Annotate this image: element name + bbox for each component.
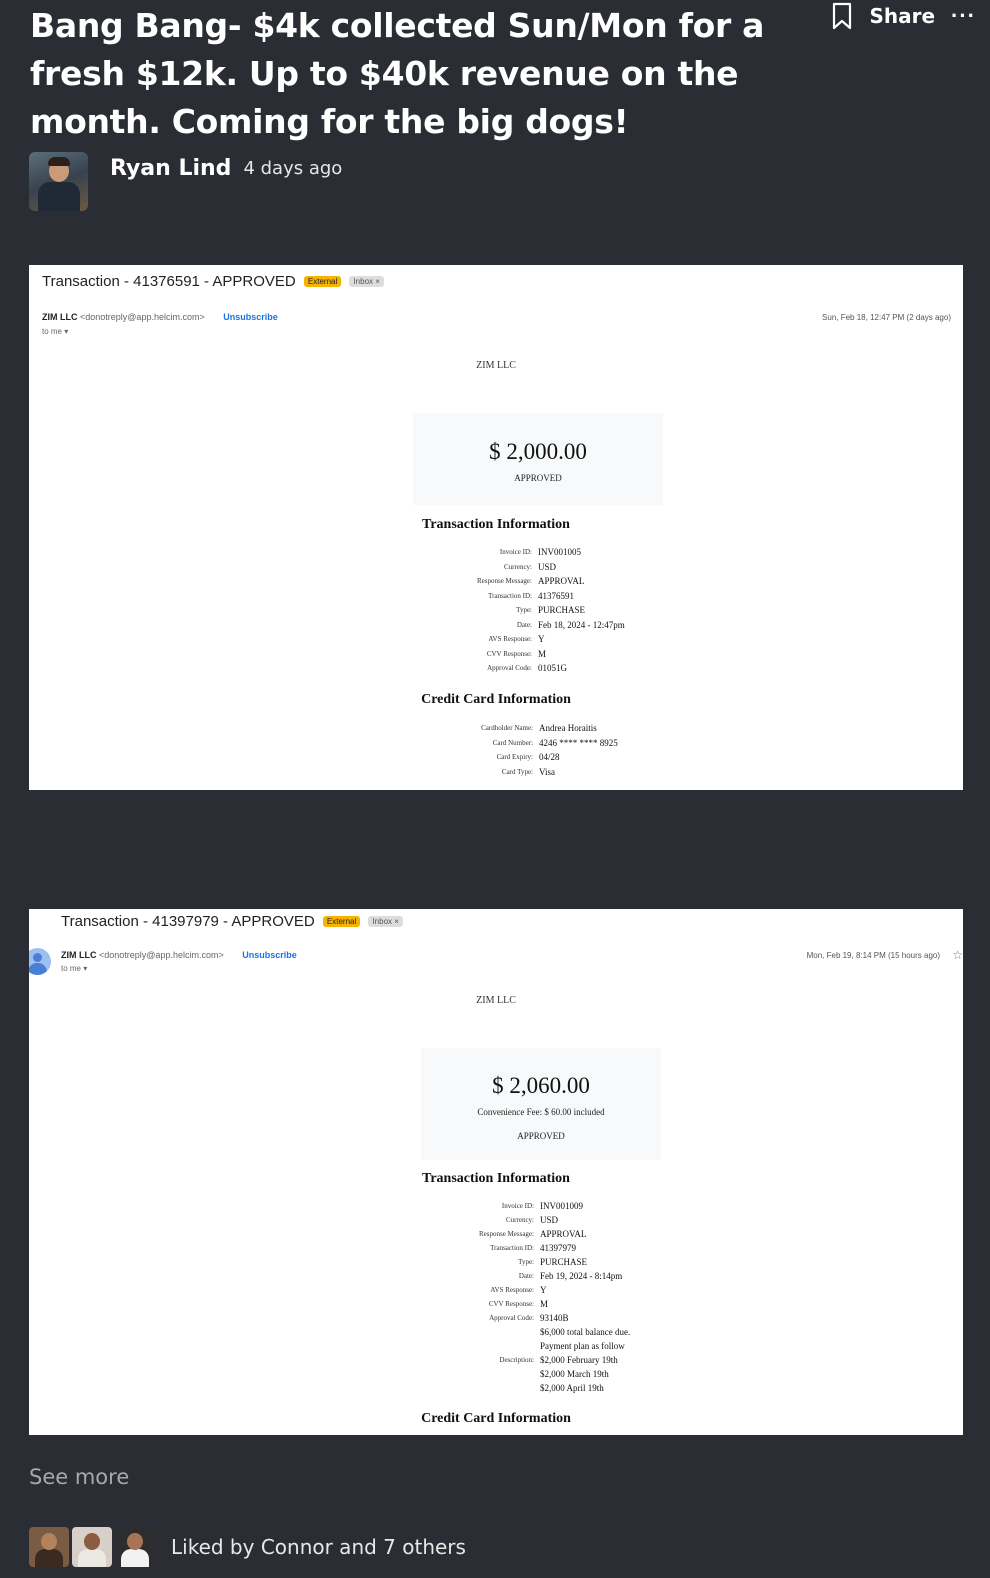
field-label: Cardholder Name:	[481, 724, 533, 732]
field-row	[414, 1213, 630, 1227]
email-subject-text: Transaction - 41397979 - APPROVED	[61, 913, 315, 930]
field-row	[414, 1283, 630, 1297]
field-label: Currency:	[504, 562, 532, 571]
field-value: $2,000 April 19th	[540, 1383, 604, 1393]
author-row	[29, 152, 342, 211]
field-label: Approval Code:	[489, 1314, 534, 1322]
merchant-name: ZIM LLC	[476, 995, 516, 1006]
field-value: Payment plan as follow	[540, 1341, 625, 1351]
inbox-badge: Inbox ×	[349, 276, 383, 287]
field-label: Card Expiry:	[496, 753, 533, 761]
field-value: 41376591	[538, 590, 574, 601]
field-label: Date:	[516, 620, 532, 629]
field-row	[413, 750, 618, 765]
field-value: 41397979	[540, 1243, 576, 1253]
field-label: Invoice ID:	[501, 1202, 534, 1210]
post-title: Bang Bang- $4k collected Sun/Mon for a fresh $12k. Up to $40k revenue on the month. Coming for the big dogs!	[30, 6, 765, 141]
field-value: INV001005	[538, 547, 581, 557]
email-subject	[61, 913, 403, 930]
email-screenshot-1[interactable]	[29, 265, 963, 790]
field-row	[413, 721, 618, 736]
approval-status: APPROVED	[517, 1131, 565, 1141]
field-label: Type:	[516, 606, 532, 614]
avatar[interactable]	[29, 152, 88, 211]
field-value: $2,000 February 19th	[540, 1355, 618, 1365]
field-row	[412, 545, 625, 560]
liked-by-text[interactable]: Liked by Connor and 7 others	[171, 1535, 466, 1559]
recipient-label: to me ▾	[61, 964, 88, 973]
field-row	[414, 1255, 630, 1269]
sender-address: <donotreply@app.helcim.com>	[80, 312, 205, 322]
email-date: Sun, Feb 18, 12:47 PM (2 days ago)	[822, 313, 951, 322]
field-label: Card Number:	[492, 738, 533, 747]
field-value: USD	[538, 561, 557, 572]
field-row	[414, 1269, 630, 1283]
field-row	[414, 1241, 630, 1255]
sender-avatar	[29, 948, 51, 975]
field-value: Y	[538, 634, 545, 644]
field-label: AVS Response:	[490, 1286, 534, 1294]
field-row	[414, 1339, 630, 1353]
more-icon[interactable]: ···	[951, 3, 976, 28]
field-row	[412, 661, 625, 676]
field-row	[414, 1381, 630, 1395]
inbox-badge: Inbox ×	[368, 916, 402, 927]
amount-box	[421, 1048, 661, 1160]
approval-status: APPROVED	[514, 473, 562, 483]
post-time: 4 days ago	[243, 158, 343, 179]
field-row	[412, 632, 625, 647]
field-value: 01051G	[538, 663, 567, 673]
liker-avatars[interactable]	[29, 1527, 158, 1567]
email-subject	[42, 273, 384, 290]
field-value: 04/28	[539, 752, 560, 762]
transaction-fields	[412, 545, 625, 676]
email-subject-text: Transaction - 41376591 - APPROVED	[42, 273, 296, 290]
field-value: APPROVAL	[538, 576, 585, 586]
field-label	[414, 1339, 540, 1353]
field-row	[414, 1325, 630, 1339]
avatar	[29, 1527, 69, 1567]
field-value: PURCHASE	[538, 605, 586, 615]
field-value: $6,000 total balance due.	[540, 1327, 631, 1337]
transaction-heading: Transaction Information	[422, 1171, 570, 1186]
field-label: Type:	[518, 1258, 534, 1266]
sender-line	[61, 950, 297, 960]
author-name[interactable]: Ryan Lind	[110, 156, 232, 181]
email-date: Mon, Feb 19, 8:14 PM (15 hours ago)	[806, 951, 940, 960]
avatar	[72, 1527, 112, 1567]
field-label: Transaction ID:	[488, 591, 532, 600]
star-icon: ☆	[952, 948, 963, 962]
external-badge: External	[304, 276, 341, 287]
avatar	[115, 1527, 155, 1567]
sender-name: ZIM LLC	[42, 312, 78, 322]
field-label: Transaction ID:	[490, 1244, 534, 1252]
bookmark-icon[interactable]	[831, 2, 853, 30]
field-row	[414, 1311, 630, 1325]
sender-address: <donotreply@app.helcim.com>	[99, 950, 224, 960]
field-value: USD	[540, 1215, 559, 1225]
field-label: Response Message:	[478, 1230, 534, 1238]
amount: $ 2,000.00	[489, 439, 587, 464]
transaction-fields	[414, 1199, 630, 1395]
field-label: Card Type:	[501, 767, 533, 776]
external-badge: External	[323, 916, 360, 927]
card-heading: Credit Card Information	[421, 1411, 571, 1426]
field-row	[412, 589, 625, 604]
field-row	[414, 1353, 630, 1367]
recipient-label: to me ▾	[42, 327, 69, 336]
field-value: Andrea Horaitis	[539, 723, 597, 733]
field-value: 93140B	[540, 1313, 569, 1323]
field-label: Description:	[499, 1356, 534, 1364]
amount-box	[413, 413, 663, 505]
amount: $ 2,060.00	[492, 1073, 590, 1098]
field-value: INV001009	[540, 1201, 583, 1211]
transaction-heading: Transaction Information	[422, 517, 570, 532]
card-heading: Credit Card Information	[421, 692, 571, 707]
field-value: Feb 19, 2024 - 8:14pm	[540, 1271, 623, 1281]
card-fields	[413, 721, 618, 779]
field-row	[413, 765, 618, 780]
field-row	[412, 603, 625, 618]
field-row	[412, 647, 625, 662]
share-button[interactable]: Share	[869, 4, 936, 28]
field-row	[414, 1227, 630, 1241]
see-more-link[interactable]: See more	[29, 1465, 130, 1489]
field-label	[414, 1381, 540, 1395]
field-label: Date:	[518, 1272, 534, 1280]
field-row	[412, 618, 625, 633]
post-actions	[831, 2, 976, 30]
field-label: CVV Response:	[488, 1300, 534, 1308]
unsubscribe-link: Unsubscribe	[242, 950, 297, 960]
sender-name: ZIM LLC	[61, 950, 97, 960]
convenience-fee: Convenience Fee: $ 60.00 included	[477, 1107, 605, 1117]
field-row	[414, 1199, 630, 1213]
field-value: Y	[540, 1285, 547, 1295]
field-label: Currency:	[506, 1216, 534, 1224]
field-label: AVS Response:	[488, 635, 532, 643]
sender-line	[42, 312, 278, 322]
field-value: M	[538, 648, 547, 659]
field-value: APPROVAL	[540, 1229, 587, 1239]
field-label: Invoice ID:	[499, 548, 532, 556]
field-value: 4246 **** **** 8925	[539, 737, 618, 748]
field-label: Response Message:	[476, 577, 532, 585]
field-row	[413, 736, 618, 751]
field-value: PURCHASE	[540, 1257, 588, 1267]
email-screenshot-2[interactable]	[29, 909, 963, 1435]
field-label	[414, 1325, 540, 1339]
merchant-name: ZIM LLC	[476, 360, 516, 371]
field-value: Visa	[539, 766, 555, 777]
field-row	[414, 1367, 630, 1381]
field-value: Feb 18, 2024 - 12:47pm	[538, 619, 625, 630]
field-value: M	[540, 1299, 549, 1309]
field-label: Approval Code:	[487, 664, 532, 672]
unsubscribe-link: Unsubscribe	[223, 312, 278, 322]
field-row	[412, 560, 625, 575]
field-row	[412, 574, 625, 589]
field-row	[414, 1297, 630, 1311]
field-label	[414, 1367, 540, 1381]
field-label: CVV Response:	[486, 649, 532, 658]
field-value: $2,000 March 19th	[540, 1369, 609, 1379]
